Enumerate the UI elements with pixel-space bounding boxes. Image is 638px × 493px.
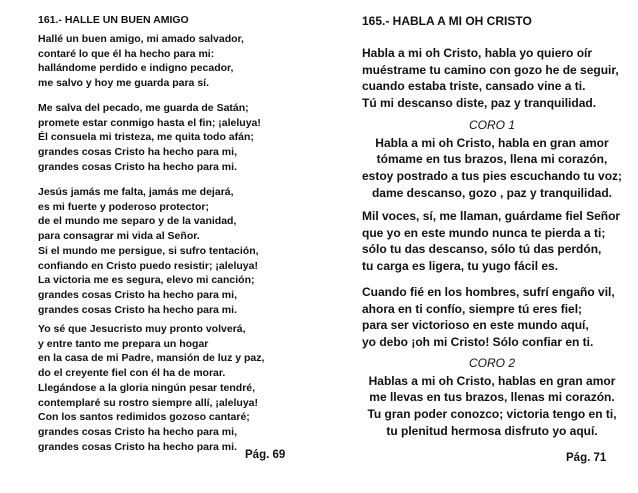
verse-line: en la casa de mi Padre, mansión de luz y paz,	[38, 352, 265, 365]
verse-line: para consagrar mi vida al Señor.	[38, 230, 200, 243]
coro-line: Habla a mi oh Cristo, habla en gran amor	[375, 135, 609, 150]
verse-line: ahora en ti confío, siempre tú eres fiel;	[362, 301, 583, 316]
verse-line: La victoria me es segura, elevo mi canción;	[38, 274, 255, 287]
coro-1-heading: CORO 1	[468, 118, 515, 132]
verse-line: grandes cosas Cristo ha hecho para mi,	[38, 288, 237, 301]
verse-line: grandes cosas Cristo ha hecho para mi.	[38, 303, 237, 316]
hymn-165-stanza-1	[362, 45, 638, 112]
verse-line: Jesús jamás me falta, jamás me dejará,	[38, 186, 234, 198]
coro-line: Hablas a mi oh Cristo, hablas en gran amor	[368, 373, 616, 388]
coro-line: Tu gran poder conozco; victoria tengo en ti,	[367, 407, 617, 422]
coro-line: dame descanso, gozo , paz y tranquilidad.	[371, 185, 613, 200]
verse-line: Hallé un buen amigo, mi amado salvador,	[38, 33, 244, 45]
verse-line: grandes cosas Cristo ha hecho para mi,	[38, 146, 237, 159]
verse-line: Cuando fié en los hombres, sufrí engaño vil,	[362, 285, 615, 299]
verse-line: de el mundo me separo y de la vanidad,	[38, 215, 237, 228]
verse-line: me salvo y hoy me guarda para sí.	[38, 77, 209, 90]
hymn-161-stanza-2	[38, 101, 261, 175]
verse-line: contaré lo que él ha hecho para mi:	[38, 47, 215, 60]
coro-line: me llevas en tus brazos, llenas mi corazón.	[369, 390, 615, 405]
verse-line: promete estar conmigo hasta el fin; ¡aleluya!	[38, 116, 261, 129]
hymn-165-title: 165.- HABLA A MI OH CRISTO	[362, 14, 532, 28]
hymn-161-stanza-3	[38, 185, 259, 317]
verse-line: contemplaré su rostro siempre allí, ¡aleluya!	[38, 396, 258, 409]
right-page	[348, 0, 638, 493]
verse-line: Tú mi descanso diste, paz y tranquilidad.	[362, 96, 597, 111]
verse-line: Llegándose a la gloria ningún pesar tendré,	[38, 381, 256, 394]
hymn-161-stanza-4	[38, 322, 264, 454]
hymn-161-title: 161.- HALLE UN BUEN AMIGO	[38, 14, 189, 26]
verse-line: Me salva del pecado, me guarda de Satán;	[38, 102, 249, 114]
verse-line: Si el mundo me persigue, si sufro tentación,	[38, 244, 259, 257]
verse-line: grandes cosas Cristo ha hecho para mi.	[38, 440, 237, 453]
verse-line: grandes cosas Cristo ha hecho para mi.	[38, 160, 237, 173]
hymn-161-stanza-1	[38, 32, 244, 91]
verse-line: que yo en este mundo nunca te pierda a ti;	[362, 225, 606, 240]
verse-line: Habla a mi oh Cristo, habla yo quiero oír	[362, 46, 593, 60]
verse-line: grandes cosas Cristo ha hecho para mi,	[38, 425, 237, 438]
hymn-165-stanza-2	[362, 208, 638, 275]
page-number-69: Pág. 69	[245, 449, 286, 461]
verse-line: Mil voces, sí, me llaman, guárdame fiel Señor	[362, 209, 621, 223]
verse-line: es mi fuerte y poderoso protector;	[38, 200, 209, 213]
verse-line: sólo tu das descanso, sólo tú das perdón,	[362, 242, 602, 257]
coro-2	[358, 355, 626, 440]
verse-line: y entre tanto me prepara un hogar	[38, 337, 209, 350]
page-number-71: Pág. 71	[566, 452, 607, 464]
verse-line: Con los santos redimidos gozoso cantaré;	[38, 411, 250, 424]
verse-line: Yo sé que Jesucristo muy pronto volverá,	[38, 323, 246, 335]
verse-line: Él consuela mi tristeza, me quita todo afán;	[38, 131, 254, 144]
verse-line: yo debo ¡oh mi Cristo! Sólo confiar en ti.	[362, 335, 594, 350]
coro-line: estoy postrado a tus pies escuchando tu voz;	[361, 169, 623, 184]
coro-1	[358, 117, 626, 202]
verse-line: muéstrame tu camino con gozo he de seguir,	[362, 62, 619, 77]
verse-line: hallándome perdido e indigno pecador,	[38, 62, 234, 75]
verse-line: confiando en Cristo puedo resistir; ¡aleluya!	[38, 259, 258, 272]
verse-line: do el creyente fiel con él ha de morar.	[38, 367, 226, 380]
verse-line: para ser victorioso en este mundo aquí,	[362, 318, 589, 333]
verse-line: tu carga es ligera, tu yugo fácil es.	[362, 259, 559, 274]
verse-line: cuando estaba triste, cansado vine a ti.	[362, 79, 586, 94]
coro-line: tu plenitud hermosa disfruto yo aquí.	[386, 423, 598, 438]
coro-line: tómame en tus brazos, llena mi corazón,	[376, 152, 608, 167]
left-page	[0, 0, 300, 493]
coro-2-heading: CORO 2	[468, 356, 515, 370]
hymn-165-stanza-3	[362, 284, 638, 351]
